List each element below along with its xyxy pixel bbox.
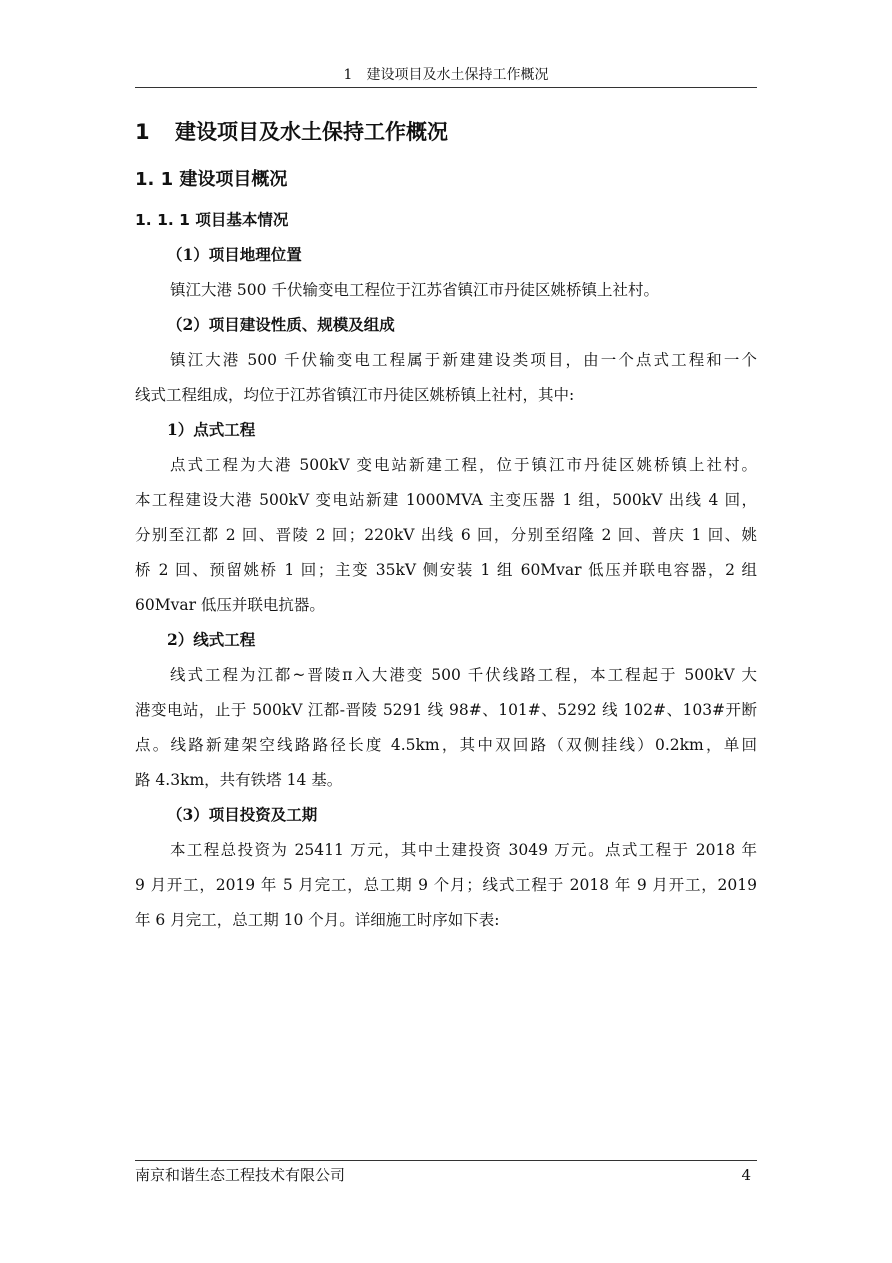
footer-divider xyxy=(135,1160,757,1161)
section-title: 建设项目及水土保持工作概况 xyxy=(175,120,448,144)
section-heading xyxy=(135,117,448,147)
line-project-heading: 2）线式工程 xyxy=(167,630,256,649)
point-project-line: 本工程建设大港 500kV 变电站新建 1000MVA 主变压器 1 组，500kV 出线 4 回， xyxy=(135,491,757,509)
line-project-line: 点。线路新建架空线路路径长度 4.5km，其中双回路（双侧挂线）0.2km，单回 xyxy=(135,736,757,754)
investment-line: 本工程总投资为 25411 万元，其中土建投资 3049 万元。点式工程于 2018 年 xyxy=(170,841,757,859)
page-number: 4 xyxy=(741,1166,751,1184)
nature-line: 线式工程组成，均位于江苏省镇江市丹徒区姚桥镇上社村，其中: xyxy=(135,386,575,404)
point-project-line: 点式工程为大港 500kV 变电站新建工程，位于镇江市丹徒区姚桥镇上社村。 xyxy=(170,456,757,474)
location-paragraph: 镇江大港 500 千伏输变电工程位于江苏省镇江市丹徒区姚桥镇上社村。 xyxy=(170,281,659,299)
subsubsection-heading: 1. 1. 1 项目基本情况 xyxy=(135,211,289,229)
section-number: 1 xyxy=(135,120,150,144)
footer-company: 南京和谐生态工程技术有限公司 xyxy=(135,1166,346,1184)
nature-heading: （2）项目建设性质、规模及组成 xyxy=(167,315,395,334)
nature-line: 镇江大港 500 千伏输变电工程属于新建建设类项目，由一个点式工程和一个 xyxy=(170,351,757,369)
investment-heading: （3）项目投资及工期 xyxy=(167,805,318,824)
point-project-line: 分别至江都 2 回、晋陵 2 回；220kV 出线 6 回，分别至绍隆 2 回、普庆 1 回、姚 xyxy=(135,526,757,544)
point-project-heading: 1）点式工程 xyxy=(167,420,256,439)
location-heading: （1）项目地理位置 xyxy=(167,245,302,264)
line-project-line: 线式工程为江都~晋陵π入大港变 500 千伏线路工程，本工程起于 500kV 大 xyxy=(170,666,757,684)
running-header: 1 建设项目及水土保持工作概况 xyxy=(343,67,549,83)
point-project-line: 桥 2 回、预留姚桥 1 回；主变 35kV 侧安装 1 组 60Mvar 低压并联电容器，2 组 xyxy=(135,561,757,579)
subsection-heading: 1. 1 建设项目概况 xyxy=(135,169,288,190)
line-project-line: 港变电站，止于 500kV 江都-晋陵 5291 线 98#、101#、5292 线 102#、103#开断 xyxy=(135,701,757,719)
investment-line: 9 月开工，2019 年 5 月完工，总工期 9 个月；线式工程于 2018 年 9 月开工，2019 xyxy=(135,876,757,894)
investment-line: 年 6 月完工，总工期 10 个月。详细施工时序如下表: xyxy=(135,911,500,929)
point-project-line: 60Mvar 低压并联电抗器。 xyxy=(135,596,325,614)
line-project-line: 路 4.3km，共有铁塔 14 基。 xyxy=(135,771,343,789)
header-divider xyxy=(135,87,757,88)
